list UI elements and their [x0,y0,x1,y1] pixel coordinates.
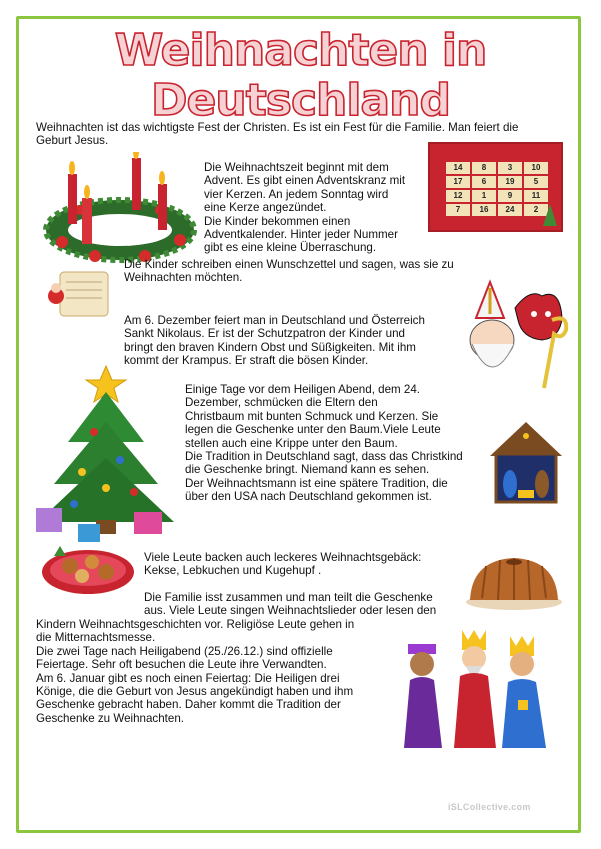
family-paragraph: Die Familie isst zusammen und man teilt die Geschenke aus. Viele Leute singen Weihnachtslieder oder lesen den [144,591,437,618]
nikolaus-krampus-image [460,278,570,390]
calendar-door: 3 [498,162,522,174]
christmas-tree-image [34,362,184,544]
nikolaus-paragraph: Am 6. Dezember feiert man in Deutschland und Österreich Sankt Nikolaus. Er ist der Schutzpatron der Kinder und bringt den braven Kindern Obst und Süßigkeiten. Mit ihm kommt der Krampus. Er straft die bösen Kinder. [124,314,425,368]
three-kings-image [400,626,564,750]
intro-paragraph: Weihnachten ist das wichtigste Fest der Christen. Es ist ein Fest für die Familie. Man feiert die Geburt Jesus. [36,121,519,148]
calendar-door: 6 [472,176,496,188]
calendar-door: 5 [524,176,548,188]
advent-paragraph: Die Weihnachtszeit beginnt mit dem Advent. Es gibt einen Adventskranz mit vier Kerzen. An jedem Sonntag wird eine Kerze angezündet. Die Kinder bekommen einen Adventkalender. Hinter jeder Nummer gibt es eine kleine Überraschung. [204,161,406,255]
advent-wreath-image [40,152,200,267]
calendar-door: 11 [524,190,548,202]
wishlist-paragraph: Die Kinder schreiben einen Wunschzettel und sagen, was sie zu Weihnachten möchten. [124,258,454,285]
advent-calendar-image [428,142,563,232]
calendar-door: 10 [524,162,548,174]
calendar-door: 24 [498,204,522,216]
baking-paragraph: Viele Leute backen auch leckeres Weihnachtsgebäck: Kekse, Lebkuchen und Kugehupf . [144,551,422,578]
calendar-door: 12 [446,190,470,202]
christmas-tree-paragraph: Einige Tage vor dem Heiligen Abend, dem 24. Dezember, schmücken die Eltern den Christbaum mit bunten Schmuck und Kerzen. Sie legen die Geschenke unter den Baum.Viele Leute stellen auch eine Krippe unter den Baum. Die Tradition in Deutschland sagt, dass das Christkind die Geschenke bringt. Niemand kann es sehen. Der Weihnachtsmann ist eine spätere Tradition, die über den USA nach Deutschland gekommen ist. [185,383,463,504]
gugelhupf-image [462,552,566,612]
calendar-door: 16 [472,204,496,216]
page-title: Weihnachten in Deutschland [114,25,487,126]
wishlist-scroll-image [44,268,112,320]
calendar-door: 7 [446,204,470,216]
calendar-door: 9 [498,190,522,202]
calendar-door: 1 [472,190,496,202]
calendar-door: 17 [446,176,470,188]
calendar-door: 14 [446,162,470,174]
three-kings-paragraph: Kindern Weihnachtsgeschichten vor. Religiöse Leute gehen in die Mitternachtsmesse. Die zwei Tage nach Heiligabend (25./26.12.) sind offizielle Feiertage. Sehr oft besuchen die Leute ihre Verwandten. Am 6. Januar gibt es noch einen Feiertag: Die Heiligen drei Könige, die die Geburt von Jesus angekündigt haben und ihm Geschenke gebracht haben. Daher kommt die Tradition der Geschenke zu Weihnachten. [36,618,355,725]
calendar-grid [446,162,542,216]
calendar-door: 2 [524,204,548,216]
christmas-cookies-image [40,542,136,596]
watermark: iSLCollective.com [448,802,531,812]
nativity-scene-image [488,420,564,506]
calendar-door: 8 [472,162,496,174]
calendar-door: 19 [498,176,522,188]
